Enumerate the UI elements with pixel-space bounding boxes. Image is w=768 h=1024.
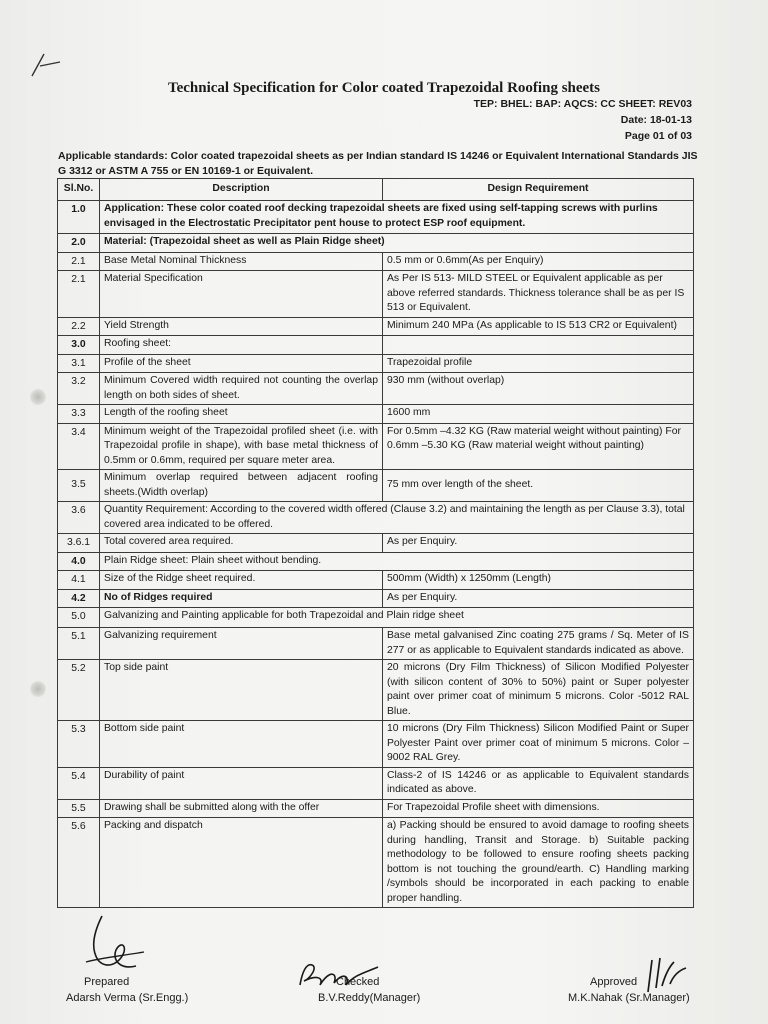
document-title: Technical Specification for Color coated Trapezoidal Roofing sheets: [167, 80, 601, 96]
row-number: 5.1: [58, 628, 100, 660]
row-description: Bottom side paint: [100, 721, 383, 768]
checked-by-name: B.V.Reddy(Manager): [318, 992, 421, 1004]
row-number: 3.1: [58, 354, 100, 373]
row-text: Galvanizing and Painting applicable for both Trapezoidal and Plain ridge sheet: [100, 608, 694, 628]
row-number: 3.2: [58, 373, 100, 405]
row-requirement: For Trapezoidal Profile sheet with dimensions.: [383, 799, 694, 818]
row-text: Application: These color coated roof decking trapezoidal sheets are fixed using self-tapping screws with purlins envisaged in the Electrostatic Precipitator pent house to protect ESP roof equipment.: [100, 201, 694, 234]
checked-label: Checked: [336, 976, 380, 988]
row-text: Material: (Trapezoidal sheet as well as Plain Ridge sheet): [100, 234, 694, 253]
row-number: 5.3: [58, 721, 100, 768]
checked-signature: [294, 955, 384, 995]
row-description: Top side paint: [100, 660, 383, 721]
row-number: 5.2: [58, 660, 100, 721]
row-number: 2.0: [58, 234, 100, 253]
row-requirement: As per Enquiry.: [383, 589, 694, 608]
row-number: 5.0: [58, 608, 100, 628]
document-reference: TEP: BHEL: BAP: AQCS: CC SHEET: REV03: [473, 98, 692, 110]
row-description: Roofing sheet:: [100, 336, 383, 355]
table-row: [58, 252, 694, 271]
table-row: [58, 799, 694, 818]
table-row: [58, 354, 694, 373]
row-requirement: Class-2 of IS 14246 or as applicable to Equivalent standards indicated as above.: [383, 767, 694, 799]
row-description: Material Specification: [100, 271, 383, 318]
table-row: [58, 767, 694, 799]
handwritten-mark: [26, 50, 66, 80]
row-description: Length of the roofing sheet: [100, 405, 383, 424]
header-design-requirement: Design Requirement: [383, 179, 694, 201]
row-number: 5.4: [58, 767, 100, 799]
row-number: 2.1: [58, 252, 100, 271]
row-description: Base Metal Nominal Thickness: [100, 252, 383, 271]
prepared-signature: [80, 912, 150, 978]
row-number: 3.6.1: [58, 534, 100, 553]
row-text: Quantity Requirement: According to the covered width offered (Clause 3.2) and maintaining the length as per Clause 3.3), total covered area indicated to be offered.: [100, 502, 694, 534]
prepared-by-name: Adarsh Verma (Sr.Engg.): [66, 992, 189, 1004]
row-description: Drawing shall be submitted along with the offer: [100, 799, 383, 818]
row-description: Size of the Ridge sheet required.: [100, 571, 383, 590]
row-number: 5.5: [58, 799, 100, 818]
table-row: [58, 721, 694, 768]
row-description: Minimum overlap required between adjacent roofing sheets.(Width overlap): [100, 470, 383, 502]
row-description: No of Ridges required: [100, 589, 383, 608]
table-row: [58, 571, 694, 590]
approved-label: Approved: [590, 976, 638, 988]
specification-table: [57, 178, 694, 908]
table-row: [58, 628, 694, 660]
row-number: 4.0: [58, 552, 100, 571]
approved-signature: [640, 952, 690, 996]
row-requirement: Trapezoidal profile: [383, 354, 694, 373]
row-number: 3.4: [58, 423, 100, 470]
table-row: [58, 589, 694, 608]
punch-hole-bottom: [30, 680, 46, 698]
table-row: [58, 336, 694, 355]
row-description: Total covered area required.: [100, 534, 383, 553]
row-requirement: [383, 336, 694, 355]
row-requirement: 10 microns (Dry Film Thickness) Silicon Modified Paint or Super Polyester Paint over primer coat of minimum 5 microns. Color – 9002 RAL Grey.: [383, 721, 694, 768]
table-row: [58, 552, 694, 571]
row-number: 4.2: [58, 589, 100, 608]
table-row: [58, 534, 694, 553]
row-description: Minimum weight of the Trapezoidal profiled sheet (i.e. with Trapezoidal profile in shape), with base metal thickness of 0.5mm or 0.6mm, required per square meter area.: [100, 423, 383, 470]
row-description: Galvanizing requirement: [100, 628, 383, 660]
row-number: 3.6: [58, 502, 100, 534]
row-number: 1.0: [58, 201, 100, 234]
row-requirement: a) Packing should be ensured to avoid damage to roofing sheets during handling, Transit and Storage. b) Suitable packing methodology to be followed to ensure roofing sheets packing bottom is not touching the ground/earth. C) Handling marking /symbols should be incorporated in each packing to enable proper handling.: [383, 818, 694, 908]
approved-by-name: M.K.Nahak (Sr.Manager): [568, 992, 690, 1004]
table-row: [58, 234, 694, 253]
table-row: [58, 373, 694, 405]
row-number: 2.1: [58, 271, 100, 318]
row-number: 3.0: [58, 336, 100, 355]
document-date: Date: 18-01-13: [620, 114, 692, 126]
row-text: Plain Ridge sheet: Plain sheet without bending.: [100, 552, 694, 571]
table-row: [58, 608, 694, 628]
punch-hole-top: [30, 388, 46, 406]
table-row: [58, 660, 694, 721]
header-description: Description: [100, 179, 383, 201]
table-row: [58, 201, 694, 234]
row-description: Minimum Covered width required not counting the overlap length on both sides of sheet.: [100, 373, 383, 405]
row-requirement: As Per IS 513- MILD STEEL or Equivalent applicable as per above referred standards. Thickness tolerance shall be as per IS 513 or Equivalent.: [383, 271, 694, 318]
table-row: [58, 317, 694, 336]
row-description: Packing and dispatch: [100, 818, 383, 908]
row-requirement: As per Enquiry.: [383, 534, 694, 553]
row-requirement: 500mm (Width) x 1250mm (Length): [383, 571, 694, 590]
row-description: Durability of paint: [100, 767, 383, 799]
table-row: [58, 423, 694, 470]
row-number: 3.3: [58, 405, 100, 424]
row-number: 5.6: [58, 818, 100, 908]
prepared-label: Prepared: [84, 976, 130, 988]
row-number: 2.2: [58, 317, 100, 336]
row-requirement: 0.5 mm or 0.6mm(As per Enquiry): [383, 252, 694, 271]
row-description: Yield Strength: [100, 317, 383, 336]
table-header-row: [58, 179, 694, 201]
table-row: [58, 271, 694, 318]
row-requirement: 930 mm (without overlap): [383, 373, 694, 405]
table-row: [58, 502, 694, 534]
header-sl-no: Sl.No.: [58, 179, 100, 201]
row-requirement: 1600 mm: [383, 405, 694, 424]
row-requirement: Base metal galvanised Zinc coating 275 grams / Sq. Meter of IS 277 or as applicable to Equivalent standards indicated as above.: [383, 628, 694, 660]
row-number: 3.5: [58, 470, 100, 502]
table-row: [58, 470, 694, 502]
applicable-standards: Applicable standards: Color coated trapezoidal sheets as per Indian standard IS 14246 or Equivalent International Standards JIS G 3312 or ASTM A 755 or EN 10169-1 or Equivalent.: [58, 150, 698, 177]
row-requirement: For 0.5mm –4.32 KG (Raw material weight without painting) For 0.6mm –5.30 KG (Raw material weight without painting): [383, 423, 694, 470]
row-requirement: 20 microns (Dry Film Thickness) of Silicon Modified Polyester (with silicon content of 30% to 50%) paint or Super polyester paint over primer coat of minimum 5 microns. Color -5012 RAL Blue.: [383, 660, 694, 721]
row-description: Profile of the sheet: [100, 354, 383, 373]
table-row: [58, 818, 694, 908]
page-number: Page 01 of 03: [624, 130, 692, 142]
row-number: 4.1: [58, 571, 100, 590]
row-requirement: Minimum 240 MPa (As applicable to IS 513 CR2 or Equivalent): [383, 317, 694, 336]
row-requirement: 75 mm over length of the sheet.: [383, 470, 694, 502]
table-row: [58, 405, 694, 424]
